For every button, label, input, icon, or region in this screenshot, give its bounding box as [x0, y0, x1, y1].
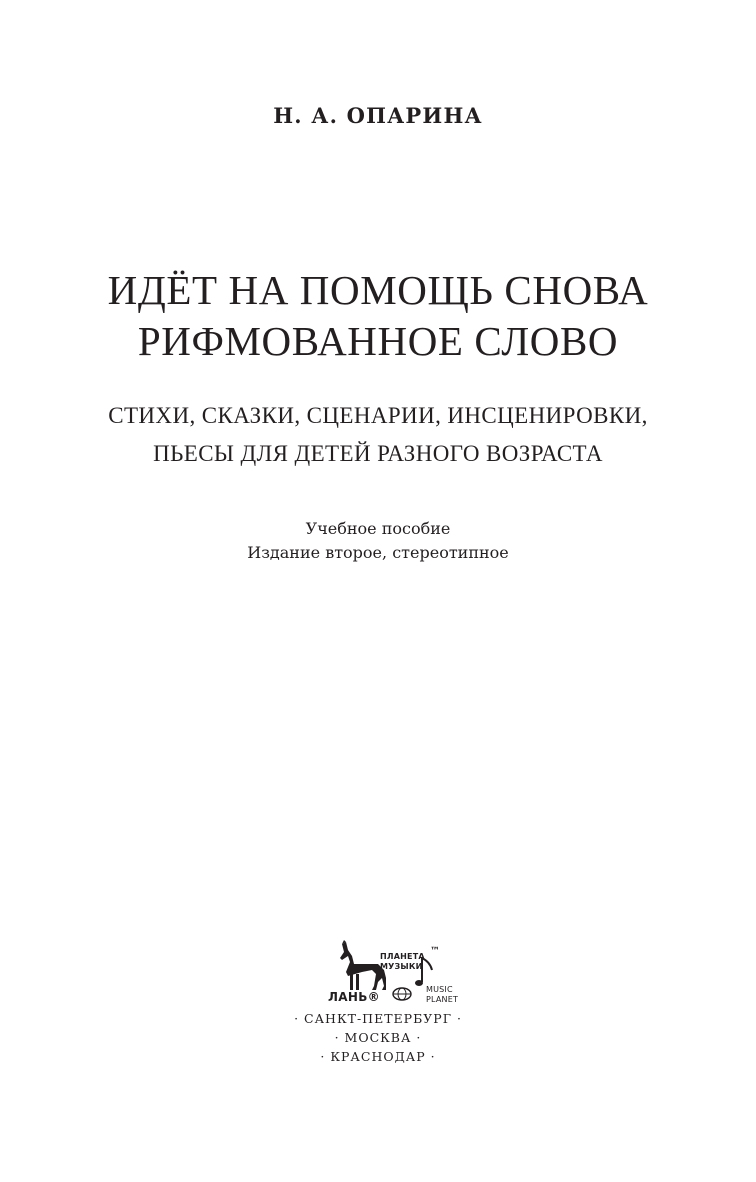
- planet-logo-text-1: ПЛАНЕТА: [380, 952, 425, 961]
- book-title-line-2: РИФМОВАННОЕ СЛОВО: [137, 318, 619, 364]
- book-title-line-1: ИДЁТ НА ПОМОЩЬ СНОВА: [107, 267, 649, 313]
- city-krasnodar: · КРАСНОДАР ·: [320, 1049, 436, 1064]
- book-subtitle-line-2: ПЬЕСЫ ДЛЯ ДЕТЕЙ РАЗНОГО ВОЗРАСТА: [153, 441, 603, 466]
- city-moscow: · МОСКВА ·: [334, 1030, 422, 1045]
- book-subtitle-line-1: СТИХИ, СКАЗКИ, СЦЕНАРИИ, ИНСЦЕНИРОВКИ,: [108, 403, 648, 428]
- city-saint-petersburg: · САНКТ-ПЕТЕРБУРГ ·: [294, 1011, 462, 1026]
- author-name: Н. А. ОПАРИНА: [273, 103, 483, 128]
- edition-info: Издание второе, стереотипное: [247, 543, 509, 562]
- planet-logo-text-2: МУЗЫКИ: [380, 962, 423, 971]
- music-planet-text-1: MUSIC: [426, 985, 453, 994]
- trademark-mark: ™: [430, 946, 441, 957]
- edition-type: Учебное пособие: [305, 519, 451, 538]
- music-planet-text-2: PLANET: [426, 995, 459, 1004]
- lan-logo-text: ЛАНЬ®: [328, 990, 380, 1004]
